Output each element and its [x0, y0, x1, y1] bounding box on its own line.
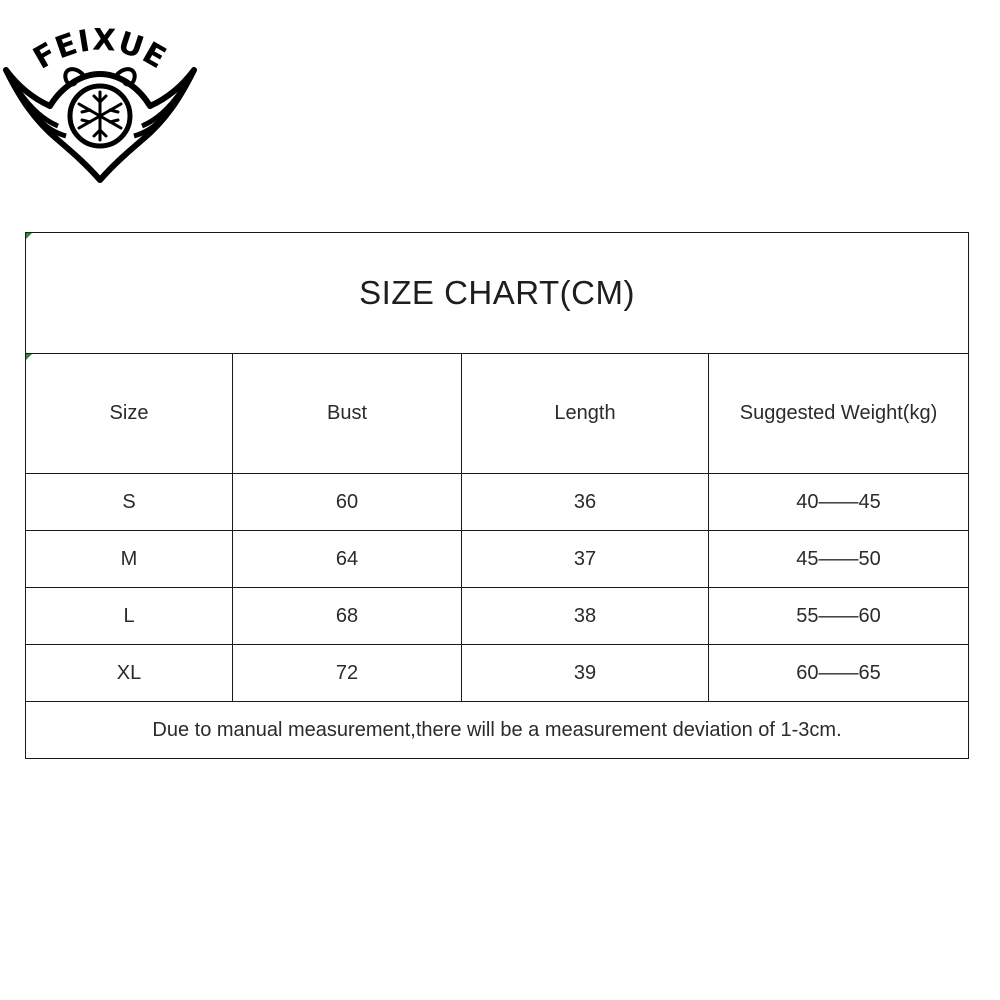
header-row	[26, 354, 969, 474]
measurement-note: Due to manual measurement,there will be a measurement deviation of 1-3cm.	[26, 702, 969, 759]
cell-size: M	[26, 531, 233, 588]
chart-title: SIZE CHART(CM)	[359, 274, 635, 311]
cell-weight: 45——50	[709, 531, 969, 588]
chart-title-cell	[26, 233, 969, 354]
note-row	[26, 702, 969, 759]
table-row	[26, 588, 969, 645]
corner-mark-icon	[26, 354, 32, 360]
table-row	[26, 474, 969, 531]
cell-size: S	[26, 474, 233, 531]
cell-weight: 60——65	[709, 645, 969, 702]
column-header-weight: Suggested Weight(kg)	[709, 354, 969, 474]
table-row	[26, 645, 969, 702]
snowflake-wings-logo-icon	[0, 28, 200, 188]
cell-length: 39	[462, 645, 709, 702]
cell-bust: 64	[233, 531, 462, 588]
cell-length: 36	[462, 474, 709, 531]
cell-weight: 55——60	[709, 588, 969, 645]
size-chart-table	[25, 232, 969, 759]
column-header-length: Length	[462, 354, 709, 474]
cell-bust: 60	[233, 474, 462, 531]
cell-bust: 68	[233, 588, 462, 645]
cell-length: 38	[462, 588, 709, 645]
title-row	[26, 233, 969, 354]
cell-weight: 40——45	[709, 474, 969, 531]
corner-mark-icon	[26, 233, 32, 239]
brand-logo	[0, 28, 200, 188]
cell-bust: 72	[233, 645, 462, 702]
cell-length: 37	[462, 531, 709, 588]
column-header-size	[26, 354, 233, 474]
column-header-label: Size	[109, 402, 149, 424]
cell-size: L	[26, 588, 233, 645]
cell-size: XL	[26, 645, 233, 702]
brand-name: FEIXUE	[27, 28, 173, 77]
table-row	[26, 531, 969, 588]
svg-text:FEIXUE	[28, 28, 173, 77]
column-header-bust: Bust	[233, 354, 462, 474]
